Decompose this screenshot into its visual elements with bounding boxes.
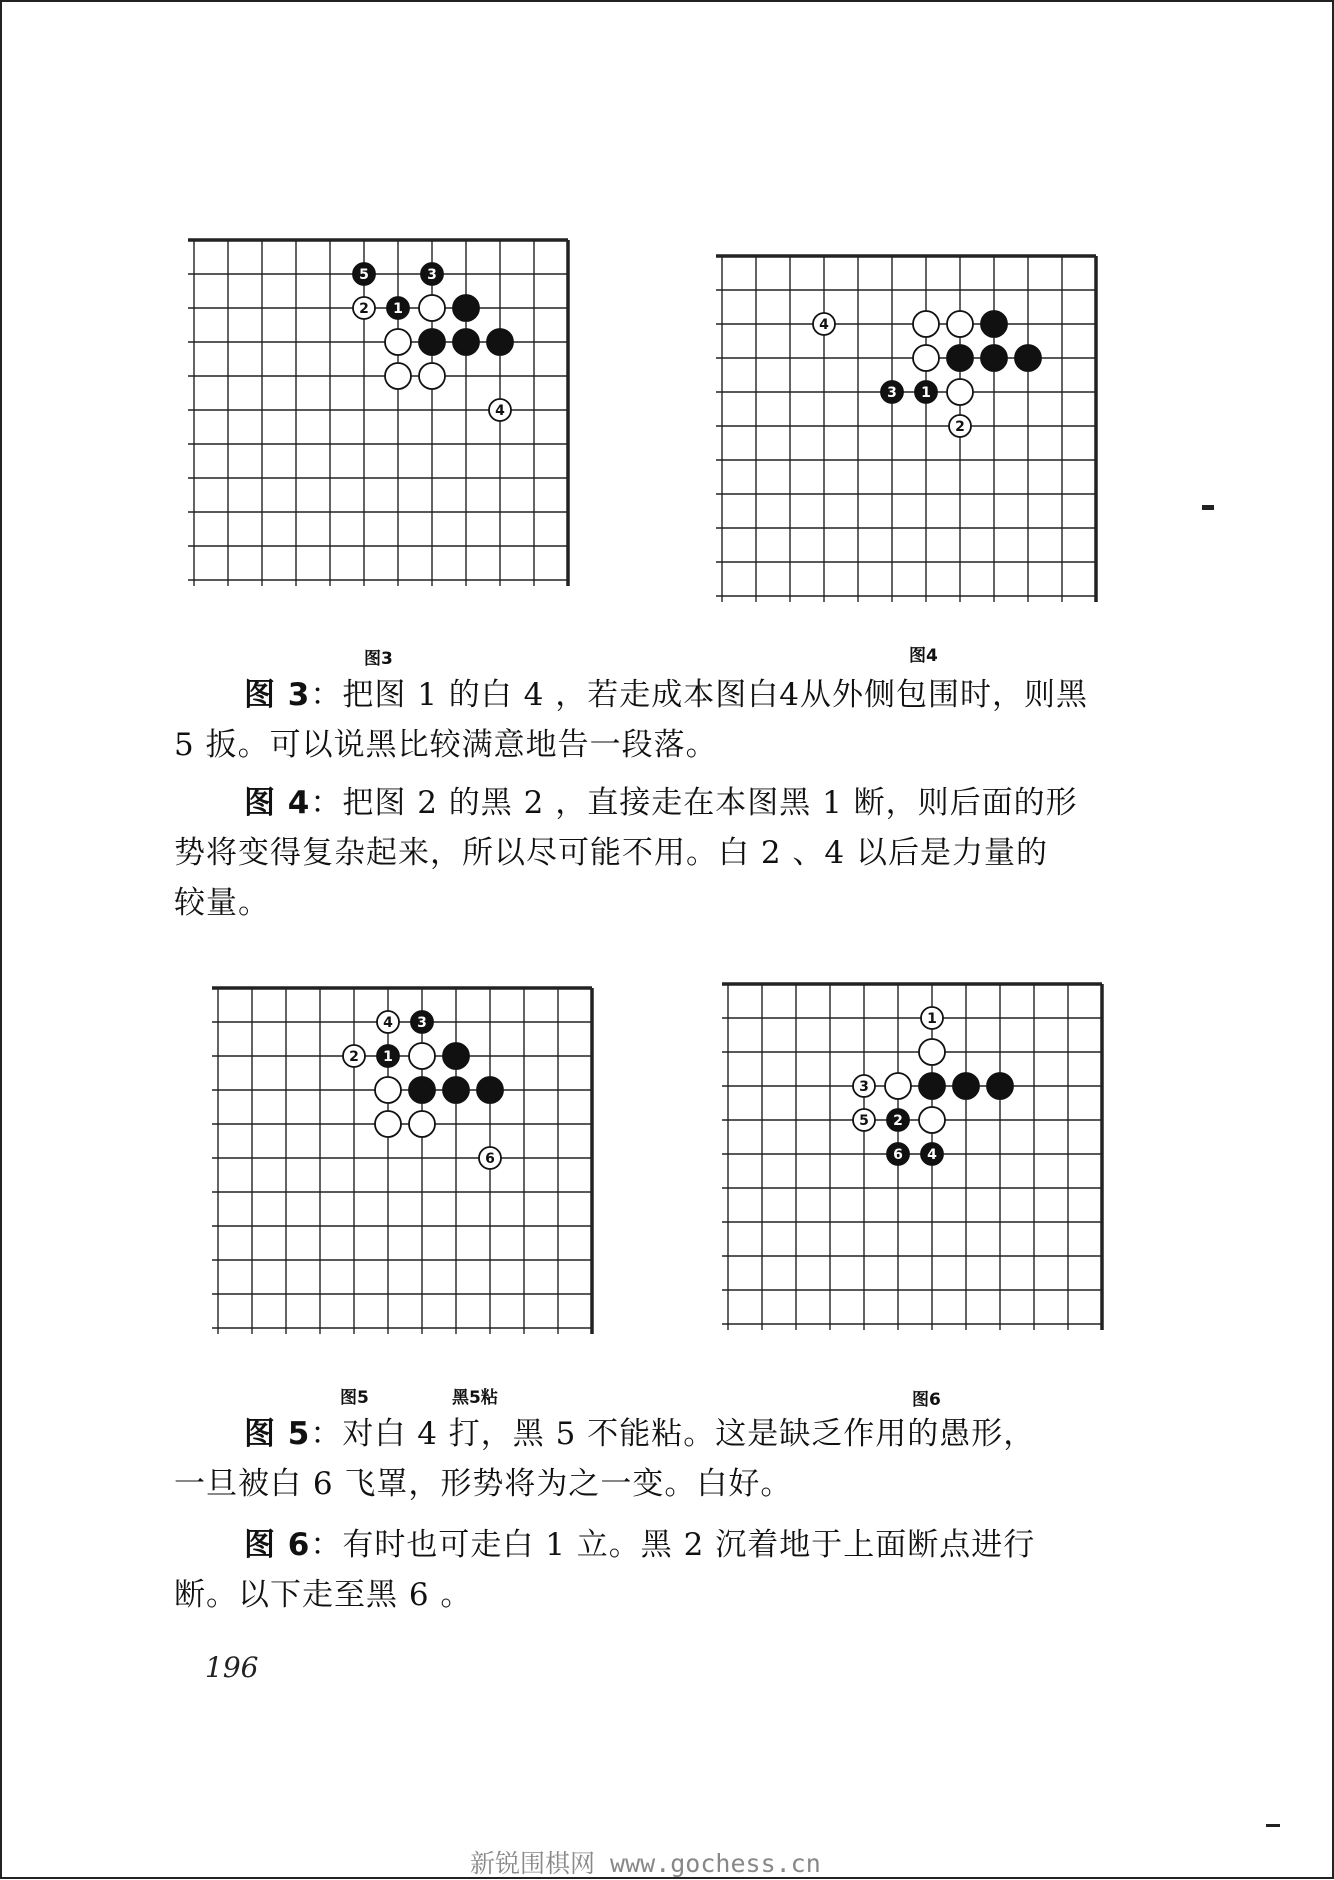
stone-move-number: 2 (955, 419, 965, 435)
paragraph-fig6 (174, 1520, 1134, 1620)
white-stone (913, 311, 939, 337)
black-stone (981, 311, 1007, 337)
white-stone (409, 1043, 435, 1069)
paragraph-line: 图 3：把图 1 的白 4 ，若走成本图白4从外侧包围时，则黑 (244, 677, 1088, 713)
stone-move-number: 5 (359, 267, 369, 283)
white-stone (375, 1077, 401, 1103)
paragraph-line: 一旦被白 6 飞罩，形势将为之一变。白好。 (174, 1466, 793, 1502)
figure-reference: 图 4 (244, 785, 311, 821)
paragraph-fig5 (174, 1409, 1134, 1509)
stone-move-number: 3 (887, 385, 897, 401)
print-mark (1266, 1824, 1280, 1827)
white-stone (409, 1111, 435, 1137)
black-stone (947, 345, 973, 371)
paragraph-line: 势将变得复杂起来，所以尽可能不用。白 2 、4 以后是力量的 (174, 835, 1049, 871)
white-stone (919, 1039, 945, 1065)
stone-move-number: 6 (485, 1151, 495, 1167)
white-stone (419, 363, 445, 389)
stone-move-number: 6 (893, 1147, 903, 1163)
white-stone (385, 329, 411, 355)
black-stone (487, 329, 513, 355)
figure-reference: 图 3 (244, 677, 311, 713)
black-stone (419, 329, 445, 355)
black-stone (443, 1077, 469, 1103)
stone-move-number: 3 (417, 1015, 427, 1031)
stone-move-number: 1 (383, 1049, 393, 1065)
figure-caption-fig5: 图5 (340, 1388, 369, 1408)
figure-reference: 图 5 (244, 1416, 311, 1452)
black-stone (953, 1073, 979, 1099)
white-stone (419, 295, 445, 321)
go-board-fig5 (210, 980, 600, 1340)
white-stone (885, 1073, 911, 1099)
paragraph-fig4 (174, 778, 1134, 928)
page-number: 196 (205, 1651, 259, 1684)
stone-move-number: 5 (859, 1113, 869, 1129)
stone-move-number: 2 (359, 301, 369, 317)
print-mark (1202, 505, 1214, 510)
black-stone (477, 1077, 503, 1103)
paragraph-line: 断。以下走至黑 6 。 (174, 1577, 473, 1613)
white-stone (913, 345, 939, 371)
go-board-fig3 (186, 232, 576, 592)
figure-caption-fig3: 图3 (364, 649, 393, 669)
stone-move-number: 2 (349, 1049, 359, 1065)
go-board-fig4 (714, 248, 1104, 608)
go-diagram-fig6 (720, 976, 1110, 1336)
paragraph-line: 图 5：对白 4 打，黑 5 不能粘。这是缺乏作用的愚形， (244, 1416, 1036, 1452)
paragraph-line: 较量。 (174, 885, 270, 921)
figure-reference: 图 6 (244, 1527, 311, 1563)
figure-caption-fig6: 图6 (912, 1390, 941, 1410)
figure-caption-fig4: 图4 (909, 646, 938, 666)
black-stone (453, 295, 479, 321)
white-stone (947, 379, 973, 405)
black-stone (443, 1043, 469, 1069)
stone-move-number: 4 (819, 317, 829, 333)
watermark-footer: 新锐围棋网 www.gochess.cn (470, 1849, 821, 1878)
black-stone (981, 345, 1007, 371)
paragraph-line: 图 6：有时也可走白 1 立。黑 2 沉着地于上面断点进行 (244, 1527, 1036, 1563)
white-stone (385, 363, 411, 389)
white-stone (947, 311, 973, 337)
stone-move-number: 3 (427, 267, 437, 283)
go-diagram-fig3 (186, 232, 576, 592)
paragraph-line: 图 4：把图 2 的黑 2 ，直接走在本图黑 1 断，则后面的形 (244, 785, 1078, 821)
stone-move-number: 1 (927, 1011, 937, 1027)
stone-move-number: 1 (393, 301, 403, 317)
stone-move-number: 1 (921, 385, 931, 401)
go-diagram-fig4 (714, 248, 1104, 608)
black-stone (453, 329, 479, 355)
white-stone (375, 1111, 401, 1137)
stone-move-number: 3 (859, 1079, 869, 1095)
stone-move-number: 2 (893, 1113, 903, 1129)
black-stone (919, 1073, 945, 1099)
white-stone (919, 1107, 945, 1133)
stone-move-number: 4 (495, 403, 505, 419)
black-stone (987, 1073, 1013, 1099)
black-stone (409, 1077, 435, 1103)
black-stone (1015, 345, 1041, 371)
paragraph-line: 5 扳。可以说黑比较满意地告一段落。 (174, 727, 718, 763)
stone-move-number: 4 (927, 1147, 937, 1163)
go-board-fig6 (720, 976, 1110, 1336)
figure-subcaption-fig5: 黑5粘 (452, 1388, 498, 1408)
paragraph-fig3 (174, 670, 1134, 770)
stone-move-number: 4 (383, 1015, 393, 1031)
go-diagram-fig5 (210, 980, 600, 1340)
